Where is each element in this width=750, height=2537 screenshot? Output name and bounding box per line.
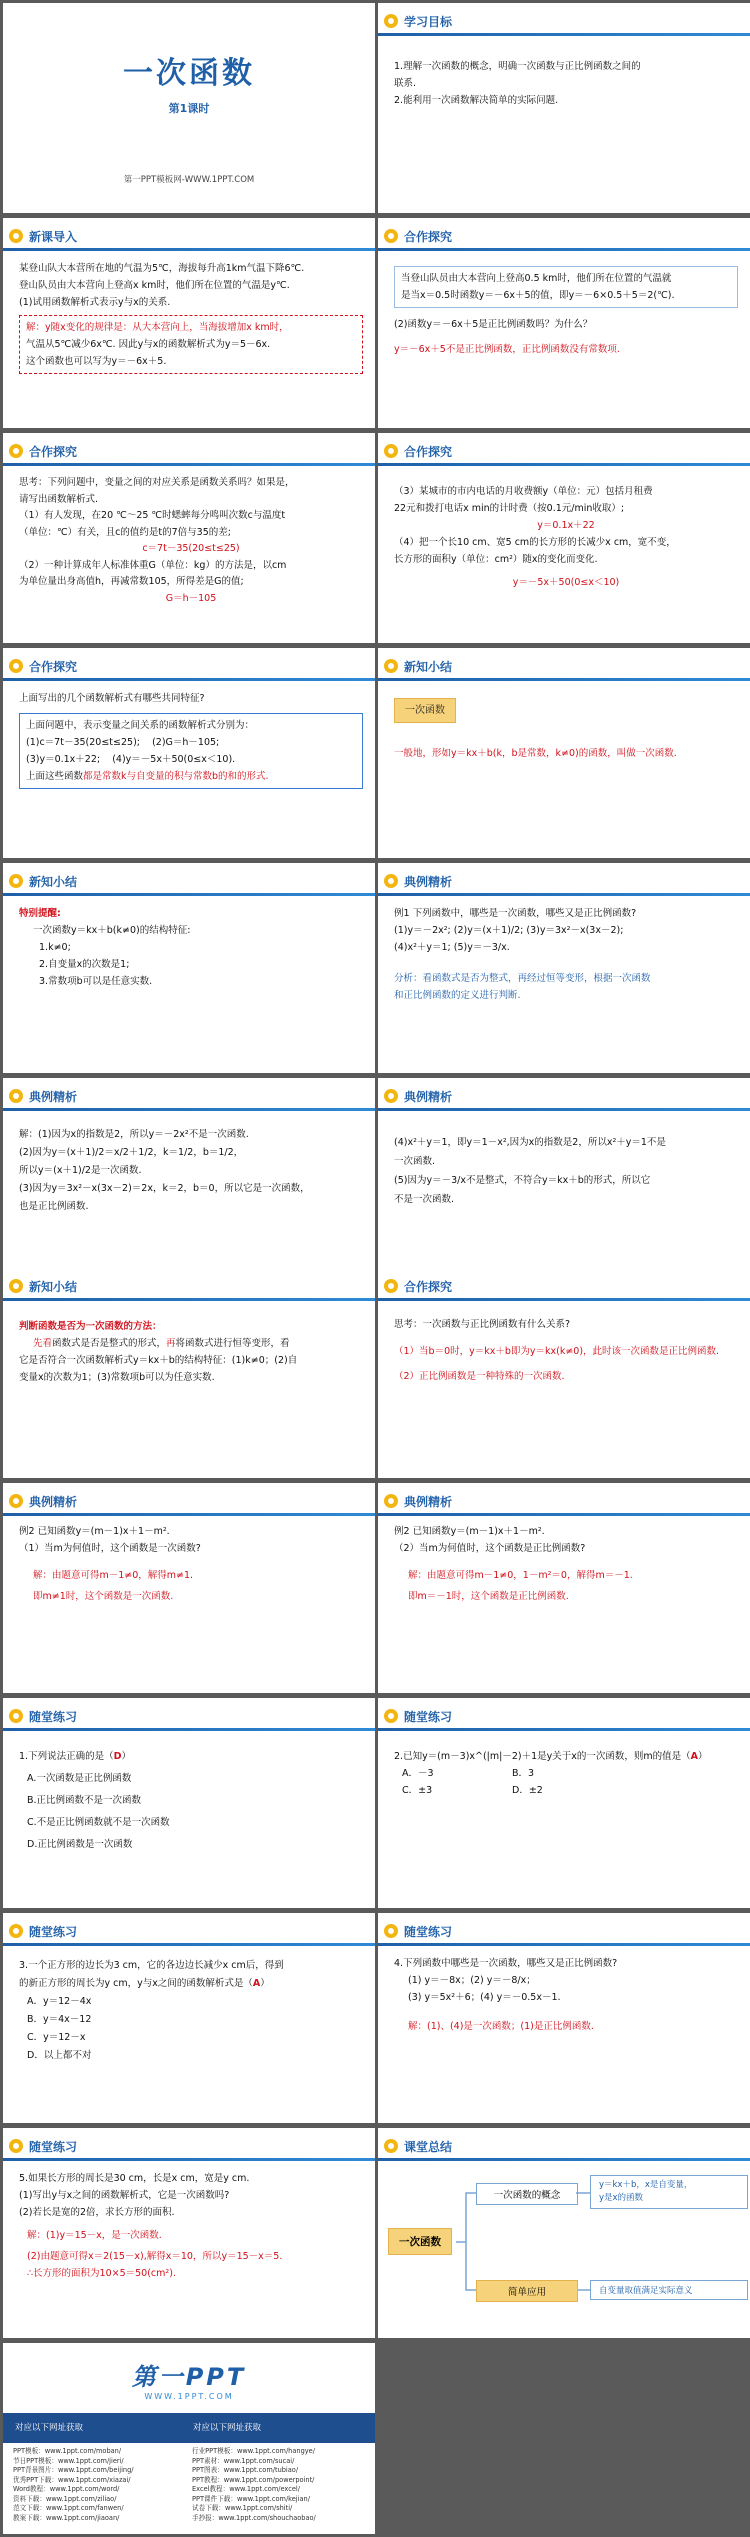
answer-line: 解：y随x变化的规律是：从大本营向上，当海拔增加x km时， <box>26 322 289 333</box>
header-icon <box>9 229 23 243</box>
reminder-title: 特别提醒: <box>19 908 61 919</box>
lesson-subtitle: 第1课时 <box>168 102 210 115</box>
link-list <box>13 2447 365 2523</box>
question-end: ） <box>121 1751 131 1762</box>
answer: y＝0.1x＋22 <box>537 520 595 531</box>
text-line: 为单位量出身高值h，再减常数105，所得差是G的值; <box>19 576 244 587</box>
slide-practice-5 <box>3 2128 375 2338</box>
slide-explore-1 <box>378 218 750 428</box>
option: B.正比例函数不是一次函数 <box>27 1795 142 1806</box>
header-icon <box>384 874 398 888</box>
slide-explore-4 <box>3 648 375 858</box>
answer-line: 即m＝－1时，这个函数是正比例函数. <box>408 1591 569 1602</box>
slide-header: 随堂练习 <box>29 1924 78 1939</box>
text-line: 3.常数项b可以是任意实数. <box>39 976 153 987</box>
header-icon <box>9 1279 23 1293</box>
text-line: 22元和拨打电话x min的计时费（按0.1元/min收取）; <box>394 503 625 514</box>
summary-box <box>19 713 363 789</box>
answer-line: 一次函数. <box>394 1156 436 1167</box>
slide-example-3 <box>378 1078 750 1288</box>
formula: (1)c＝7t－35(20≤t≤25); <box>26 737 140 748</box>
text-line: 是当x＝0.5时函数y＝－6x＋5的值，即y＝－6×0.5＋5＝2(℃). <box>401 290 675 301</box>
formula: (3) y＝5x²＋6；(4) y＝－0.5x－1. <box>408 1992 561 2003</box>
goal-line: 1.理解一次函数的概念，明确一次函数与正比例函数之间的 <box>394 61 641 72</box>
answer-line: 解：(1)y＝15－x，是一次函数. <box>27 2230 162 2241</box>
keyword: 再 <box>166 1338 176 1349</box>
resource-link[interactable]: 范文下载：www.1ppt.com/fanwen/ <box>13 2504 124 2512</box>
concept-tag: 一次函数 <box>394 698 456 723</box>
resource-link[interactable]: Excel教程：www.1ppt.com/excel/ <box>192 2485 300 2493</box>
resource-link[interactable]: Word教程：www.1ppt.com/word/ <box>13 2485 120 2493</box>
slide-header: 典例精析 <box>29 1494 78 1509</box>
text-line: （1）有人发现，在20 ℃～25 ℃时蟋蟀每分鸣叫次数c与温度t <box>19 510 286 521</box>
goal-line: 联系. <box>394 78 417 89</box>
question: (1)写出y与x之间的函数解析式，它是一次函数吗? <box>19 2190 230 2201</box>
header-icon <box>384 659 398 673</box>
text-line: （单位：℃）有关，且c的值约是t的7倍与35的差; <box>19 526 231 538</box>
answer-line: 这个函数也可以写为y＝－6x＋5. <box>26 356 167 367</box>
answer-line: 解：由题意可得m－1≠0，解得m≠1. <box>33 1570 194 1581</box>
text-line: 将函数式进行恒等变形，看 <box>175 1338 290 1349</box>
text-line: (1)试用函数解析式表示y与x的关系. <box>19 297 171 308</box>
question: 1.下列说法正确的是（ <box>19 1751 114 1762</box>
question: 例2 已知函数y＝(m－1)x＋1－m². <box>394 1526 545 1537</box>
text-line: 上面这些函数 <box>26 771 84 782</box>
header-icon <box>384 1494 398 1508</box>
question: 2.已知y＝(m－3)x^(|m|－2)＋1是y关于x的一次函数，则m的值是（ <box>394 1751 691 1762</box>
formula: (4)y＝－5x＋50(0≤x＜10). <box>112 754 236 765</box>
question: 思考：一次函数与正比例函数有什么关系? <box>394 1319 571 1330</box>
header-icon <box>9 1089 23 1103</box>
slide-new-knowledge-2 <box>3 863 375 1073</box>
resource-link[interactable]: 试卷下载：www.1ppt.com/shiti/ <box>192 2504 293 2512</box>
resource-link[interactable]: PPT图表：www.1ppt.com/tubiao/ <box>192 2466 299 2474</box>
slide-example-4 <box>3 1483 375 1693</box>
text-line: 上面问题中，表示变量之间关系的函数解析式分别为： <box>26 720 255 731</box>
text-line: 某登山队大本营所在地的气温为5℃，海拔每升高1km气温下降6℃. <box>19 263 305 274</box>
band-label: 对应以下网址获取 <box>193 2423 262 2433</box>
highlight: 都是常数k与自变量的积与常数b的和的形式. <box>83 771 269 782</box>
goal-line: 2.能利用一次函数解决简单的实际问题. <box>394 95 559 106</box>
slide-practice-4 <box>378 1913 750 2123</box>
formula: (3)y＝0.1x＋22; <box>26 754 101 765</box>
header-icon <box>9 444 23 458</box>
resource-link[interactable]: PPT素材：www.1ppt.com/sucai/ <box>192 2456 295 2465</box>
header-icon <box>9 1494 23 1508</box>
slide-header: 合作探究 <box>404 229 453 244</box>
option: D．±2 <box>512 1785 543 1796</box>
analysis: 和正比例函数的定义进行判断. <box>394 990 521 1001</box>
text-line: （3）某城市的市内电话的月收费额y（单位：元）包括月租费 <box>394 486 653 497</box>
text-line: 变量x的次数为1；(3)常数项b可以为任意实数. <box>19 1372 215 1383</box>
answer-line: （2）正比例函数是一种特殊的一次函数. <box>394 1371 565 1382</box>
brand-url: WWW.1PPT.COM <box>144 2392 234 2401</box>
answer: c＝7t－35(20≤t≤25) <box>142 543 240 554</box>
slide-explore-5 <box>378 1268 750 1478</box>
answer-line: 解：(1)因为x的指数是2，所以y＝－2x²不是一次函数. <box>19 1129 249 1140</box>
slide-learning-goals <box>378 3 750 213</box>
formula: (1)y＝－2x²; (2)y＝(x＋1)/2; (3)y＝3x²－x(3x－2); <box>394 925 624 936</box>
answer-choice: D <box>113 1751 122 1762</box>
answer-line: (5)因为y＝－3/x不是整式，不符合y＝kx＋b的形式，所以它 <box>394 1175 651 1186</box>
header-icon <box>9 1709 23 1723</box>
resource-link[interactable]: 行业PPT模板：www.1ppt.com/hangye/ <box>192 2447 315 2455</box>
slide-example-2 <box>3 1078 375 1288</box>
formula: (2)G＝h－105; <box>152 737 220 748</box>
slide-header: 典例精析 <box>404 874 453 889</box>
answer-line: (4)x²＋y＝1，即y＝1－x²,因为x的指数是2，所以x²＋y＝1不是 <box>394 1137 666 1148</box>
slide-header: 合作探究 <box>29 659 78 674</box>
answer-line: 即m≠1时，这个函数是一次函数. <box>33 1591 174 1602</box>
slide-new-knowledge-3 <box>3 1268 375 1478</box>
text-line: 当登山队员由大本营向上登高0.5 km时，他们所在位置的气温就 <box>401 273 672 284</box>
band-label: 对应以下网址获取 <box>15 2423 84 2433</box>
header-icon <box>9 874 23 888</box>
resource-link[interactable]: PPT背景图片：www.1ppt.com/beijing/ <box>13 2466 134 2474</box>
resource-link[interactable]: PPT课件下载：www.1ppt.com/kejian/ <box>192 2494 310 2503</box>
slide-explore-3 <box>378 433 750 643</box>
resource-link[interactable]: 资料下载：www.1ppt.com/ziliao/ <box>13 2494 117 2503</box>
summary-detail <box>590 2175 748 2209</box>
slide-explore-2 <box>3 433 375 643</box>
text-line: 函数式是否是整式的形式， <box>52 1338 167 1349</box>
option: A．－3 <box>402 1768 434 1779</box>
option: A．y＝12－4x <box>27 1996 92 2007</box>
summary-detail: 自变量取值满足实际意义 <box>590 2280 748 2300</box>
slide-example-1 <box>378 863 750 1073</box>
answer: 解：(1)、(4)是一次函数；(1)是正比例函数. <box>408 2021 594 2032</box>
answer: y＝－5x＋50(0≤x＜10) <box>512 577 620 588</box>
question: 上面写出的几个函数解析式有哪些共同特征? <box>19 693 205 704</box>
header-icon <box>384 1924 398 1938</box>
analysis: 分析：看函数式是否为整式，再经过恒等变形，根据一次函数 <box>394 973 651 984</box>
text-line: 它是否符合一次函数解析式y＝kx＋b的结构特征：(1)k≠0；(2)自 <box>19 1355 298 1366</box>
answer-line: （1）当b＝0时，y＝kx＋b即为y＝kx(k≠0)，此时该一次函数是正比例函数. <box>394 1346 720 1357</box>
question: (2)若长是宽的2倍，求长方形的面积. <box>19 2207 175 2218</box>
question: (2)函数y＝－6x＋5是正比例函数吗？为什么？ <box>394 319 593 330</box>
text-line: 思考：下列问题中，变量之间的对应关系是函数关系吗？如果是， <box>19 477 295 488</box>
detail-line: y＝kx＋b，x是自变量， <box>599 2180 693 2190</box>
header-icon <box>384 1089 398 1103</box>
header-icon <box>9 1924 23 1938</box>
text-line: 请写出函数解析式. <box>19 493 99 505</box>
formula: (4)x²＋y＝1; (5)y＝－3/x. <box>394 942 510 953</box>
slide-practice-2 <box>378 1698 750 1908</box>
question: 例1 下列函数中，哪些是一次函数，哪些又是正比例函数? <box>394 908 637 919</box>
header-icon <box>9 2139 23 2153</box>
slide-practice-3 <box>3 1913 375 2123</box>
question: 4.下列函数中哪些是一次函数，哪些又是正比例函数? <box>394 1958 618 1969</box>
question: 3.一个正方形的边长为3 cm，它的各边边长减少x cm后，得到 <box>19 1960 284 1971</box>
resource-link[interactable]: 节日PPT模板：www.1ppt.com/jieri/ <box>13 2456 124 2465</box>
text-line: 1.k≠0; <box>39 942 71 953</box>
question: 5.如果长方形的周长是30 cm，长是x cm，宽是y cm. <box>19 2173 250 2184</box>
option: B．3 <box>512 1768 535 1779</box>
slide-header: 新知小结 <box>29 874 78 889</box>
answer-line: 也是正比例函数. <box>19 1201 89 1212</box>
slide-header: 合作探究 <box>404 1279 453 1294</box>
header-icon <box>384 444 398 458</box>
summary-root: 一次函数 <box>388 2228 452 2255</box>
slide-header: 典例精析 <box>404 1089 453 1104</box>
option: D．以上都不对 <box>27 2050 92 2061</box>
question: 例2 已知函数y＝(m－1)x＋1－m². <box>19 1526 170 1537</box>
title-footer: 第一PPT模板网-WWW.1PPT.COM <box>123 175 255 185</box>
slide-header: 新知小结 <box>29 1279 78 1294</box>
slide-header: 随堂练习 <box>29 1709 78 1724</box>
slide-header: 随堂练习 <box>404 1709 453 1724</box>
resource-link[interactable]: PPT教程：www.1ppt.com/powerpoint/ <box>192 2475 315 2484</box>
summary-node: 简单应用 <box>476 2280 578 2302</box>
question: 的新正方形的周长为y cm，y与x之间的函数解析式是（ <box>19 1978 253 1989</box>
answer-line: ∴长方形的面积为10×5＝50(cm²). <box>27 2268 176 2279</box>
header-icon <box>384 1279 398 1293</box>
option: D.正比例函数是一次函数 <box>27 1839 133 1850</box>
text-line: 长方形的面积y（单位：cm²）随x的变化而变化. <box>394 554 598 565</box>
resource-link[interactable]: 手抄报：www.1ppt.com/shouchaobao/ <box>192 2513 316 2522</box>
text-line: 一次函数y＝kx＋b(k≠0)的结构特征: <box>33 925 191 936</box>
slide-header: 新知小结 <box>404 659 453 674</box>
question-end: ） <box>260 1978 270 1989</box>
slide-ad <box>3 2343 375 2534</box>
answer: G＝h－105 <box>165 592 217 604</box>
answer-line: 解：由题意可得m－1≠0，1－m²＝0，解得m＝－1. <box>408 1570 633 1581</box>
lesson-title: 一次函数 <box>123 56 255 91</box>
slide-title <box>3 3 375 213</box>
text-line: 登山队员由大本营向上登高x km时，他们所在位置的气温是y℃. <box>19 280 290 291</box>
answer-line: (3)因为y＝3x²－x(3x－2)＝2x，k＝2，b＝0，所以它是一次函数， <box>19 1183 310 1194</box>
slide-header: 随堂练习 <box>29 2139 78 2154</box>
definition: 一般地，形如y＝kx＋b(k，b是常数，k≠0)的函数，叫做一次函数. <box>394 748 677 759</box>
slide-intro <box>3 218 375 428</box>
answer-choice: A <box>252 1978 261 1989</box>
text-line: 2.自变量x的次数是1; <box>39 959 130 970</box>
header-icon <box>9 659 23 673</box>
slide-example-5 <box>378 1483 750 1693</box>
detail-line: y是x的函数 <box>599 2193 644 2203</box>
text-line: （4）把一个长10 cm、宽5 cm的长方形的长减少x cm，宽不变， <box>394 537 676 548</box>
option: B．y＝4x－12 <box>27 2014 92 2025</box>
question: （2）当m为何值时，这个函数是正比例函数? <box>394 1543 586 1554</box>
resource-link[interactable]: 优秀PPT下载：www.1ppt.com/xiazai/ <box>13 2475 131 2484</box>
method-title: 判断函数是否为一次函数的方法： <box>19 1321 162 1332</box>
resource-link[interactable]: 教案下载：www.1ppt.com/jiaoan/ <box>13 2513 120 2522</box>
answer-line: 不是一次函数. <box>394 1194 455 1205</box>
slide-new-knowledge-1 <box>378 648 750 858</box>
option: C．y＝12－x <box>27 2032 86 2043</box>
header-icon <box>384 1709 398 1723</box>
header-icon <box>384 14 398 28</box>
answer-box <box>19 315 363 374</box>
slide-header: 合作探究 <box>404 444 453 459</box>
slide-header: 典例精析 <box>404 1494 453 1509</box>
formula: (1) y＝－8x；(2) y＝－8/x； <box>408 1975 536 1986</box>
option: A.一次函数是正比例函数 <box>27 1773 132 1784</box>
slide-header: 学习目标 <box>404 14 453 29</box>
answer-choice: A <box>690 1751 698 1762</box>
slide-header: 合作探究 <box>29 444 78 459</box>
info-band <box>3 2413 375 2443</box>
slide-header: 随堂练习 <box>404 1924 453 1939</box>
slide-practice-1 <box>3 1698 375 1908</box>
answer: y＝－6x＋5不是正比例函数，正比例函数没有常数项. <box>394 344 620 355</box>
slide-header: 典例精析 <box>29 1089 78 1104</box>
question-end: ） <box>698 1751 708 1762</box>
slide-header: 新课导入 <box>29 229 78 244</box>
slide-header: 课堂总结 <box>404 2139 453 2154</box>
option: C.不是正比例函数就不是一次函数 <box>27 1817 170 1828</box>
resource-link[interactable]: PPT模板：www.1ppt.com/moban/ <box>13 2447 122 2455</box>
keyword: 先看 <box>33 1338 53 1349</box>
summary-node: 一次函数的概念 <box>476 2183 578 2205</box>
text-line: （2）一种计算成年人标准体重G（单位：kg）的方法是，以cm <box>19 559 287 571</box>
answer-line: 气温从5℃减少6x℃. 因此y与x的函数解析式为y＝5－6x. <box>26 339 271 350</box>
answer-line: (2)由题意可得x＝2(15－x),解得x＝10，所以y＝15－x＝5. <box>27 2251 283 2262</box>
brand-logo: 第一PPT <box>131 2363 247 2391</box>
option: C．±3 <box>402 1785 433 1796</box>
answer-line: (2)因为y＝(x＋1)/2＝x/2＋1/2，k＝1/2，b＝1/2， <box>19 1147 244 1158</box>
slide-summary <box>378 2128 750 2338</box>
answer-line: 所以y＝(x＋1)/2是一次函数. <box>19 1165 142 1176</box>
empty-slot <box>378 2343 750 2534</box>
header-icon <box>384 229 398 243</box>
question: （1）当m为何值时，这个函数是一次函数? <box>19 1543 201 1554</box>
